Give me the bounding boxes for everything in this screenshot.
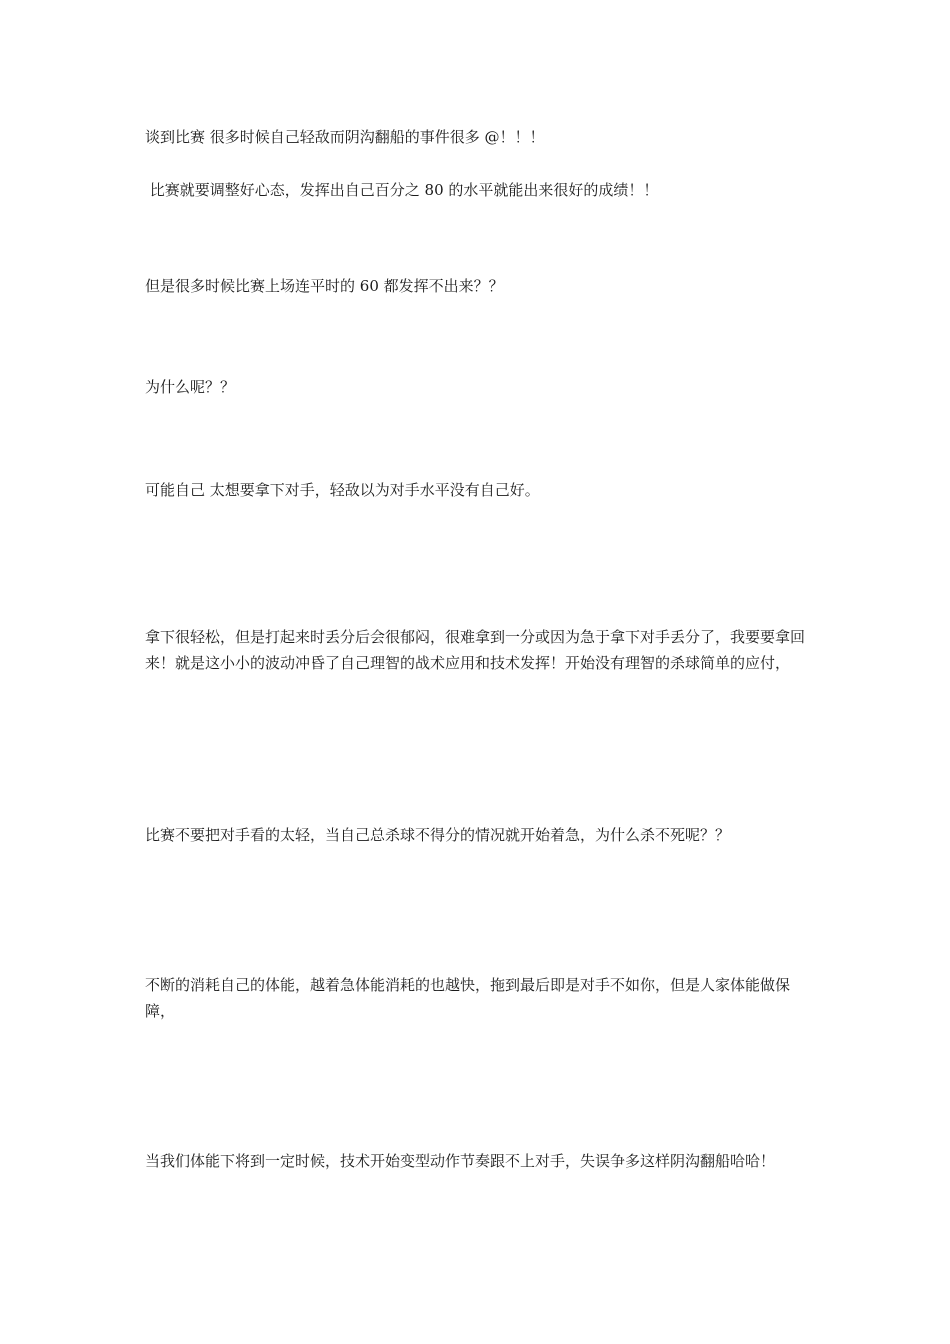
paragraph-1: 谈到比赛 很多时候自己轻敌而阴沟翻船的事件很多 @！！！ — [145, 128, 545, 146]
paragraph-3: 但是很多时候比赛上场连平时的 60 都发挥不出来？？ — [145, 277, 504, 295]
paragraph-9: 当我们体能下将到一定时候，技术开始变型动作节奏跟不上对手，失误争多这样阴沟翻船哈哈！ — [145, 1152, 776, 1170]
paragraph-8: 不断的消耗自己的体能，越着急体能消耗的也越快，拖到最后即是对手不如你，但是人家体能做保障， — [145, 976, 791, 1020]
paragraph-5: 可能自己 太想要拿下对手，轻敌以为对手水平没有自己好。 — [145, 481, 540, 499]
paragraph-2: 比赛就要调整好心态，发挥出自己百分之 80 的水平就能出来很好的成绩！！ — [145, 181, 659, 199]
paragraph-7: 比赛不要把对手看的太轻，当自己总杀球不得分的情况就开始着急，为什么杀不死呢？？ — [145, 826, 731, 844]
paragraph-6: 拿下很轻松，但是打起来时丢分后会很郁闷，很难拿到一分或因为急于拿下对手丢分了，我要要拿回来！就是这小小的波动冲昏了自己理智的战术应用和技术发挥！开始没有理智的杀球简单的应付， — [145, 628, 806, 672]
paragraph-4: 为什么呢？？ — [145, 378, 236, 396]
